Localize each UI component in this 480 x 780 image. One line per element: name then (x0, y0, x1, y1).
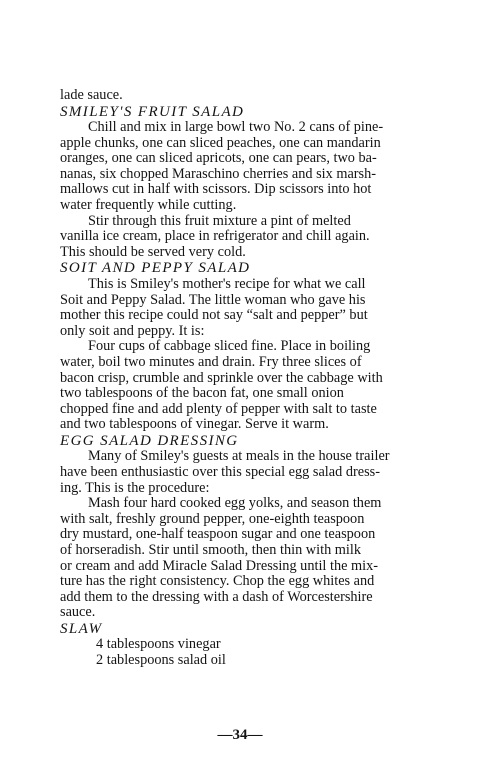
text-line: ing. This is the procedure: (60, 479, 210, 496)
text-line: and two tablespoons of vinegar. Serve it warm. (60, 416, 329, 433)
recipe-heading: SLAW (60, 620, 103, 637)
text-line: lade sauce. (60, 87, 123, 103)
text-line: two tablespoons of the bacon fat, one small onion (60, 385, 344, 402)
text-line: vanilla ice cream, place in refrigerator and chill again. (60, 228, 370, 245)
text-line: This is Smiley's mother's recipe for what we call (88, 275, 366, 292)
text-line: of horseradish. Stir until smooth, then thin with milk (60, 541, 362, 558)
text-line: or cream and add Miracle Salad Dressing until the mix- (60, 557, 379, 574)
text-line: Four cups of cabbage sliced fine. Place in boiling (88, 338, 371, 355)
text-line: Many of Smiley's guests at meals in the house trailer (88, 448, 390, 465)
text-line: Stir through this fruit mixture a pint of melted (88, 212, 351, 229)
page-number: —34— (217, 727, 263, 743)
text-line: water, boil two minutes and drain. Fry three slices of (60, 353, 362, 370)
text-line: bacon crisp, crumble and sprinkle over the cabbage with (60, 369, 383, 386)
text-line: oranges, one can sliced apricots, one can pears, two ba- (60, 150, 377, 167)
text-line: add them to the dressing with a dash of Worcestershire (60, 588, 373, 605)
text-line: Chill and mix in large bowl two No. 2 cans of pine- (88, 119, 384, 136)
page-text (60, 88, 460, 669)
text-line: 2 tablespoons salad oil (96, 652, 226, 668)
text-line: chopped fine and add plenty of pepper with salt to taste (60, 400, 377, 417)
text-line: Soit and Peppy Salad. The little woman who gave his (60, 291, 366, 308)
recipe-heading: SOIT AND PEPPY SALAD (60, 260, 251, 277)
text-line: Mash four hard cooked egg yolks, and season them (88, 495, 382, 512)
text-line: with salt, freshly ground pepper, one-eighth teaspoon (60, 510, 365, 527)
text-line: This should be served very cold. (60, 243, 246, 260)
recipe-heading: SMILEY'S FRUIT SALAD (60, 103, 245, 120)
text-line: ture has the right consistency. Chop the egg whites and (60, 573, 375, 590)
text-line: have been enthusiastic over this special egg salad dress- (60, 463, 380, 480)
text-line: 4 tablespoons vinegar (96, 636, 221, 653)
text-line: water frequently while cutting. (60, 197, 237, 214)
recipe-heading: EGG SALAD DRESSING (60, 432, 239, 449)
text-line: dry mustard, one-half teaspoon sugar and one teaspoon (60, 526, 376, 543)
text-line: only soit and peppy. It is: (60, 322, 205, 339)
text-line: nanas, six chopped Maraschino cherries and six marsh- (60, 165, 377, 182)
text-line: sauce. (60, 604, 96, 621)
text-line: apple chunks, one can sliced peaches, one can mandarin (60, 134, 381, 151)
text-line: mother this recipe could not say “salt and pepper” but (60, 307, 368, 324)
text-line: mallows cut in half with scissors. Dip scissors into hot (60, 181, 372, 198)
